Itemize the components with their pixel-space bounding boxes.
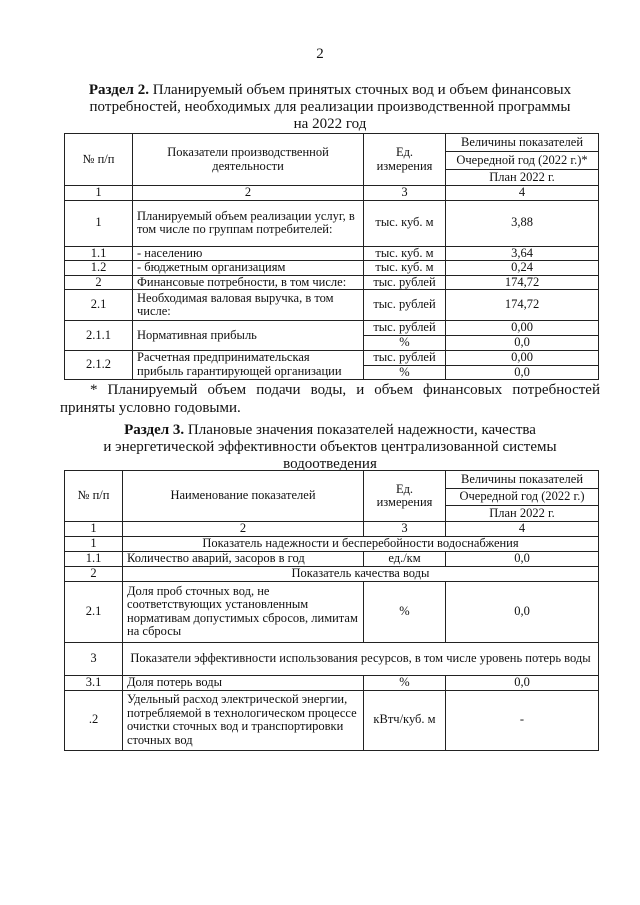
section2-title-line1: Планируемый объем принятых сточных вод и объем финансовых [148, 82, 572, 98]
section3-heading [60, 422, 600, 473]
group-title: Показатели эффективности использования ресурсов, в том числе уровень потерь воды [123, 642, 599, 675]
table-row [65, 690, 599, 750]
row-num: 2.1.1 [65, 321, 133, 351]
row-name: - бюджетным организациям [133, 261, 364, 276]
table-row [65, 536, 599, 551]
row-value: 0,0 [446, 675, 599, 690]
row-unit: тыс. куб. м [364, 200, 446, 246]
row-value: 3,64 [446, 246, 599, 261]
row-value: - [446, 690, 599, 750]
group-title: Показатель надежности и бесперебойности водоснабжения [123, 536, 599, 551]
row-num: 1.2 [65, 261, 133, 276]
col-number: 1 [65, 186, 133, 201]
row-name: Финансовые потребности, в том числе: [133, 275, 364, 290]
page-number: 2 [316, 46, 324, 62]
section3-table [64, 470, 599, 751]
table-row [65, 551, 599, 566]
row-unit: кВтч/куб. м [364, 690, 446, 750]
row-num: 2 [65, 566, 123, 581]
row-num: 2.1 [65, 290, 133, 321]
header-values: Величины показателей [446, 134, 599, 152]
header-next-year: Очередной год (2022 г.) [446, 489, 599, 506]
row-num: 2 [65, 275, 133, 290]
row-num: 1 [65, 200, 133, 246]
row-num: 2.1 [65, 581, 123, 642]
row-value: 0,0 [446, 365, 599, 380]
row-value: 3,88 [446, 200, 599, 246]
row-unit: тыс. рублей [364, 290, 446, 321]
table-row [65, 350, 599, 365]
header-num: № п/п [65, 471, 123, 522]
row-name: Нормативная прибыль [133, 321, 364, 351]
row-unit: ед./км [364, 551, 446, 566]
table-row [65, 321, 599, 336]
row-value: 0,0 [446, 551, 599, 566]
group-title: Показатель качества воды [123, 566, 599, 581]
table-row [65, 200, 599, 246]
row-num: 1.1 [65, 246, 133, 261]
header-unit: Ед. измерения [364, 134, 446, 186]
section2-table [64, 133, 599, 380]
row-name: Необходимая валовая выручка, в том числе: [133, 290, 364, 321]
row-unit: тыс. куб. м [364, 261, 446, 276]
col-number: 3 [364, 522, 446, 537]
row-unit: % [364, 336, 446, 351]
row-value: 0,00 [446, 350, 599, 365]
row-num: 3 [65, 642, 123, 675]
row-value: 174,72 [446, 275, 599, 290]
col-number: 3 [364, 186, 446, 201]
col-number: 4 [446, 522, 599, 537]
row-unit: % [364, 365, 446, 380]
header-plan: План 2022 г. [446, 170, 599, 186]
row-num: 1.1 [65, 551, 123, 566]
section2-heading [60, 82, 600, 133]
header-indicator: Показатели производственной деятельности [133, 134, 364, 186]
header-values: Величины показателей [446, 471, 599, 489]
row-unit: % [364, 581, 446, 642]
row-unit: % [364, 675, 446, 690]
header-next-year: Очередной год (2022 г.)* [446, 152, 599, 170]
section3-title-line1: Плановые значения показателей надежности, качества [184, 422, 536, 438]
row-value: 0,0 [446, 336, 599, 351]
row-name: Количество аварий, засоров в год [123, 551, 364, 566]
row-value: 0,0 [446, 581, 599, 642]
row-value: 0,24 [446, 261, 599, 276]
row-unit: тыс. рублей [364, 275, 446, 290]
header-unit: Ед. измерения [364, 471, 446, 522]
table-row [65, 642, 599, 675]
section2-title-line3: на 2022 год [293, 116, 367, 132]
section3-label: Раздел 3. [124, 422, 185, 438]
section2-footnote: * Планируемый объем подачи воды, и объем финансовых потребностей приняты условно годовыми. [60, 382, 600, 416]
col-number: 2 [123, 522, 364, 537]
section3-title-line3: водоотведения [283, 456, 377, 472]
row-num: 1 [65, 536, 123, 551]
table-row [65, 290, 599, 321]
col-number: 1 [65, 522, 123, 537]
col-number: 2 [133, 186, 364, 201]
table-row [65, 581, 599, 642]
row-name: - населению [133, 246, 364, 261]
col-number: 4 [446, 186, 599, 201]
row-num: 3.1 [65, 675, 123, 690]
row-unit: тыс. рублей [364, 350, 446, 365]
header-num: № п/п [65, 134, 133, 186]
table-row [65, 675, 599, 690]
row-value: 0,00 [446, 321, 599, 336]
table-row [65, 246, 599, 261]
row-num: .2 [65, 690, 123, 750]
table-row [65, 275, 599, 290]
row-name: Планируемый объем реализации услуг, в том числе по группам потребителей: [133, 200, 364, 246]
row-num: 2.1.2 [65, 350, 133, 380]
table-row [65, 566, 599, 581]
section2-label: Раздел 2. [88, 82, 149, 98]
header-plan: План 2022 г. [446, 506, 599, 522]
row-unit: тыс. рублей [364, 321, 446, 336]
row-name: Удельный расход электрической энергии, потребляемой в технологическом процессе очистки сточных вод и транспортировки сточных вод [123, 690, 364, 750]
header-indicator: Наименование показателей [123, 471, 364, 522]
section2-title-line2: потребностей, необходимых для реализации производственной программы [89, 99, 571, 115]
row-value: 174,72 [446, 290, 599, 321]
section3-title-line2: и энергетической эффективности объектов централизованной системы [103, 439, 557, 455]
table-row [65, 261, 599, 276]
row-name: Доля потерь воды [123, 675, 364, 690]
row-name: Доля проб сточных вод, не соответствующих установленным нормативам допустимых сбросов, лимитам на сбросы [123, 581, 364, 642]
row-unit: тыс. куб. м [364, 246, 446, 261]
row-name: Расчетная предпринимательская прибыль гарантирующей организации [133, 350, 364, 380]
